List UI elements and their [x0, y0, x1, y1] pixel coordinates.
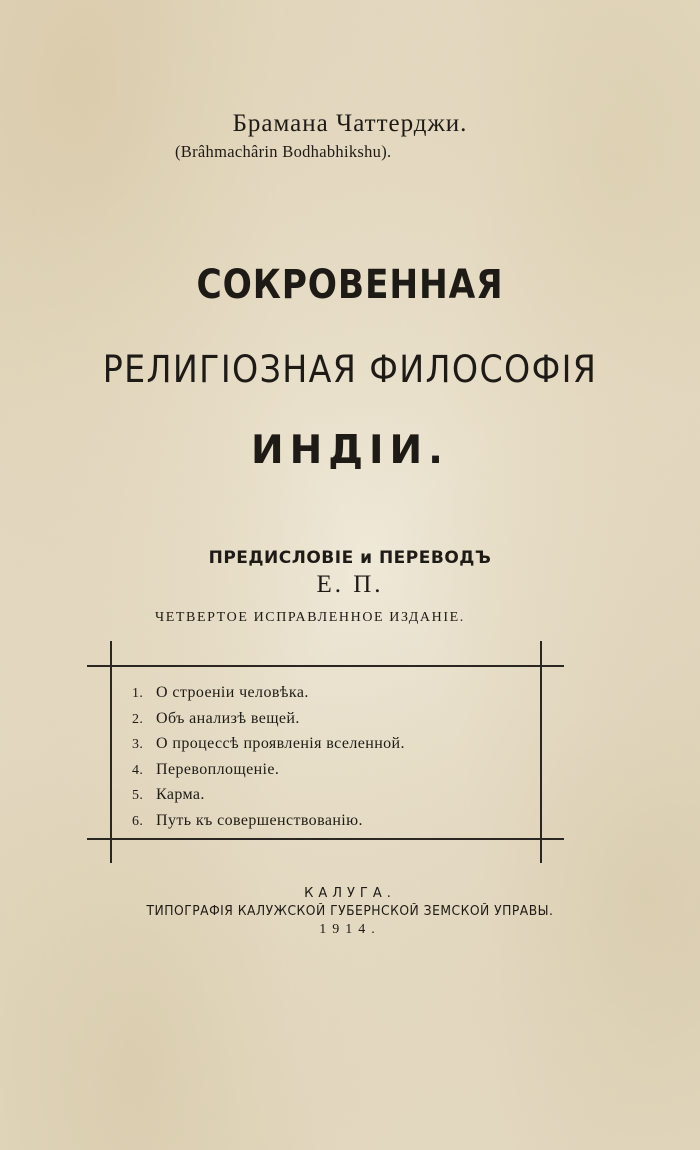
item-number: 6. — [132, 813, 144, 829]
frame-bottom-rule — [87, 838, 564, 840]
item-title: Путь къ совершенствованію. — [156, 811, 363, 829]
list-item — [132, 782, 405, 808]
list-item — [132, 757, 405, 783]
item-number: 3. — [132, 737, 144, 753]
item-number: 2. — [132, 711, 144, 727]
imprint-year: 1914. — [319, 922, 381, 937]
author-latin-name: (Brâhmachârin Bodhabhikshu). — [175, 142, 392, 161]
list-item — [132, 680, 405, 706]
item-title: Объ анализѣ вещей. — [156, 709, 300, 727]
item-title: Перевоплощеніе. — [156, 760, 280, 778]
item-title: О процессѣ проявленія вселенной. — [156, 735, 405, 753]
imprint-press: ТИПОГРАФІЯ КАЛУЖСКОЙ ГУБЕРНСКОЙ ЗЕМСКОЙ УПРАВЫ. — [146, 904, 554, 919]
item-number: 5. — [132, 788, 144, 804]
translator-initials: Е. П. — [316, 571, 384, 598]
frame-left-rule — [110, 641, 112, 863]
imprint-city: КАЛУГА. — [304, 886, 396, 901]
preface-label: ПРЕДИСЛОВІЕ и ПЕРЕВОДЪ — [208, 548, 492, 568]
list-item — [132, 731, 405, 757]
item-title: О строеніи человѣка. — [156, 684, 309, 701]
frame-right-rule — [540, 641, 542, 863]
author-name: Брамана Чаттерджи. — [232, 110, 468, 137]
edition-note: ЧЕТВЕРТОЕ ИСПРАВЛЕННОЕ ИЗДАНІЕ. — [155, 610, 465, 625]
item-title: Карма. — [156, 786, 205, 804]
item-number: 1. — [132, 686, 144, 701]
contents-list — [132, 680, 405, 834]
title-line-3: ИНДІИ. — [251, 428, 449, 473]
list-item — [132, 808, 405, 834]
list-item — [132, 706, 405, 732]
item-number: 4. — [132, 762, 144, 778]
frame-top-rule — [87, 665, 564, 667]
title-line-2: РЕЛИГІОЗНАЯ ФИЛОСОФІЯ — [102, 348, 598, 391]
title-line-1: СОКРОВЕННАЯ — [196, 262, 504, 308]
